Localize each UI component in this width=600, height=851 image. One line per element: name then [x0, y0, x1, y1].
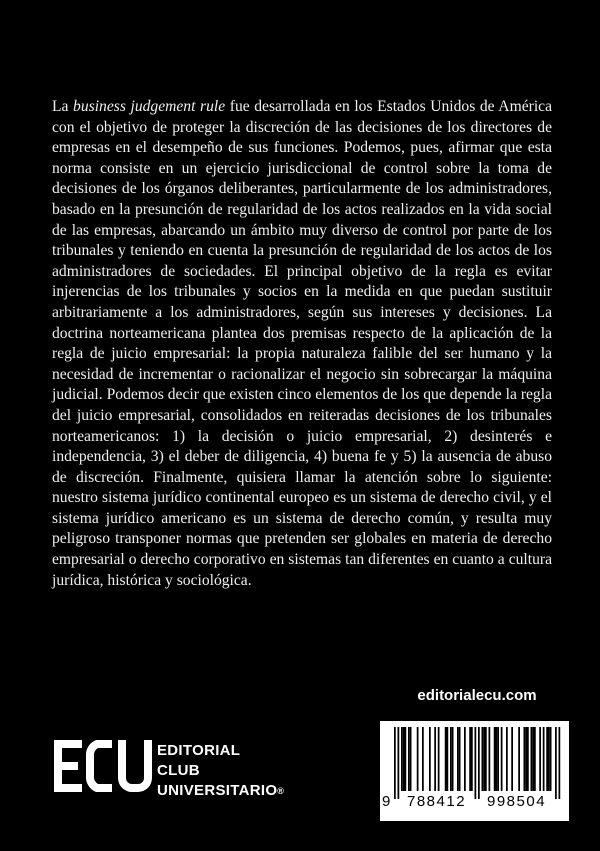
- barcode-bar: [394, 727, 396, 799]
- barcode-bar: [524, 727, 526, 791]
- barcode-bar: [429, 727, 431, 791]
- barcode-bar: [548, 727, 550, 791]
- barcode-bar: [483, 727, 485, 791]
- barcode-bar: [485, 727, 487, 791]
- barcode-bar: [478, 727, 480, 799]
- barcode-bar: [403, 727, 405, 791]
- barcode-bar: [534, 727, 536, 791]
- barcode-bar: [447, 727, 449, 791]
- barcode-bar: [525, 727, 527, 791]
- barcode-bar: [459, 727, 461, 791]
- barcode-bar: [457, 727, 459, 791]
- barcode-bar: [550, 727, 552, 791]
- registered-mark: ®: [277, 786, 285, 797]
- barcode-first-digit: 9: [382, 793, 391, 810]
- barcode-bar: [518, 727, 520, 791]
- barcode-bar: [445, 727, 447, 791]
- barcode-bar: [452, 727, 454, 791]
- barcode-bar: [475, 727, 477, 799]
- isbn-barcode: [380, 721, 569, 821]
- barcode-bar: [464, 727, 466, 791]
- barcode-bar: [405, 727, 407, 791]
- blurb-italic-term: business judgement rule: [73, 98, 226, 115]
- barcode-bar: [408, 727, 410, 791]
- publisher-name: [157, 741, 284, 801]
- barcode-left-group: 788412: [407, 793, 467, 810]
- barcode-bar: [539, 727, 541, 791]
- barcode-bar: [450, 727, 452, 791]
- barcode-bar: [511, 727, 513, 791]
- barcode-bar: [501, 727, 503, 791]
- barcode-bar: [401, 727, 403, 791]
- barcode-bar: [531, 727, 533, 791]
- blurb-lead: La: [52, 98, 74, 115]
- barcode-bar: [527, 727, 529, 791]
- barcode-bar: [422, 727, 424, 791]
- barcode-bar: [497, 727, 499, 791]
- barcode-bar: [494, 727, 496, 791]
- publisher-line-2: CLUB: [157, 762, 200, 779]
- publisher-line-3: UNIVERSITARIO®: [157, 782, 285, 799]
- ecu-logo: [54, 740, 152, 797]
- barcode-bar: [532, 727, 534, 791]
- barcode-right-group: 998504: [487, 793, 547, 810]
- barcode-bar: [398, 727, 400, 799]
- barcode-bar: [434, 727, 436, 791]
- barcode-bar: [496, 727, 498, 791]
- barcode-bar: [410, 727, 412, 791]
- back-cover-blurb: [52, 97, 552, 591]
- publisher-line-1: EDITORIAL: [157, 742, 241, 759]
- barcode-bar: [559, 727, 561, 799]
- barcode-bar: [543, 727, 545, 791]
- publisher-website[interactable]: editorialecu.com: [417, 687, 537, 704]
- barcode-bar: [546, 727, 548, 791]
- ecu-logo-mark: [54, 740, 152, 792]
- barcode-bar: [471, 727, 473, 791]
- barcode-bar: [469, 727, 471, 791]
- barcode-bar: [438, 727, 440, 791]
- barcode-bar: [417, 727, 419, 791]
- blurb-body: fue desarrollada en los Estados Unidos de América con el objetivo de proteger la discreción de las decisiones de los directores de empresas en el desempeño de sus funciones. Podemos, pues, afirmar que esta norma consiste en un ejercicio jurisdiccional de control sobre la toma de decisiones de los órganos deliberantes, particularmente de los administradores, basado en la presunción de regularidad de los actos realizados en la vida social de las empresas, abarcando un ámbito muy diverso de control por parte de los tribunales y teniendo en cuenta la presunción de regularidad de los actos de los administradores de sociedades. El principal objetivo de la regla es evitar injerencias de los tribunales y socios en la medida en que puedan sustituir arbitrariamente a los administradores, según sus intereses y decisiones. La doctrina norteamericana plantea dos premisas respecto de la aplicación de la regla de juicio empresarial: la propia naturaleza falible del ser humano y la necesidad de incrementar o racionalizar el negocio sin sobrecargar la máquina judicial. Podemos decir que existen cinco elementos de los que depende la regla del juicio empresarial, consolidados en reiteradas decisiones de los tribunales norteamericanos: 1) la decisión o juicio empresarial, 2) desinterés e independencia, 3) el deber de diligencia, 4) buena fe y 5) la ausencia de abuso de discreción. Finalmente, quisiera llamar la atención sobre lo siguiente: nuestro sistema jurídico continental europeo es un sistema de derecho civil, y el sistema jurídico americano es un sistema de derecho común, y resulta muy peligroso transponer normas que pretenden ser globales en materia de derecho empresarial o derecho corporativo en sistemas tan diferentes en cuanto a cultura jurídica, histórica y sociológica.: [52, 98, 552, 589]
- barcode-bar: [506, 727, 508, 791]
- barcode-bar: [482, 727, 484, 791]
- barcode-bar: [555, 727, 557, 799]
- barcode-bar: [489, 727, 491, 791]
